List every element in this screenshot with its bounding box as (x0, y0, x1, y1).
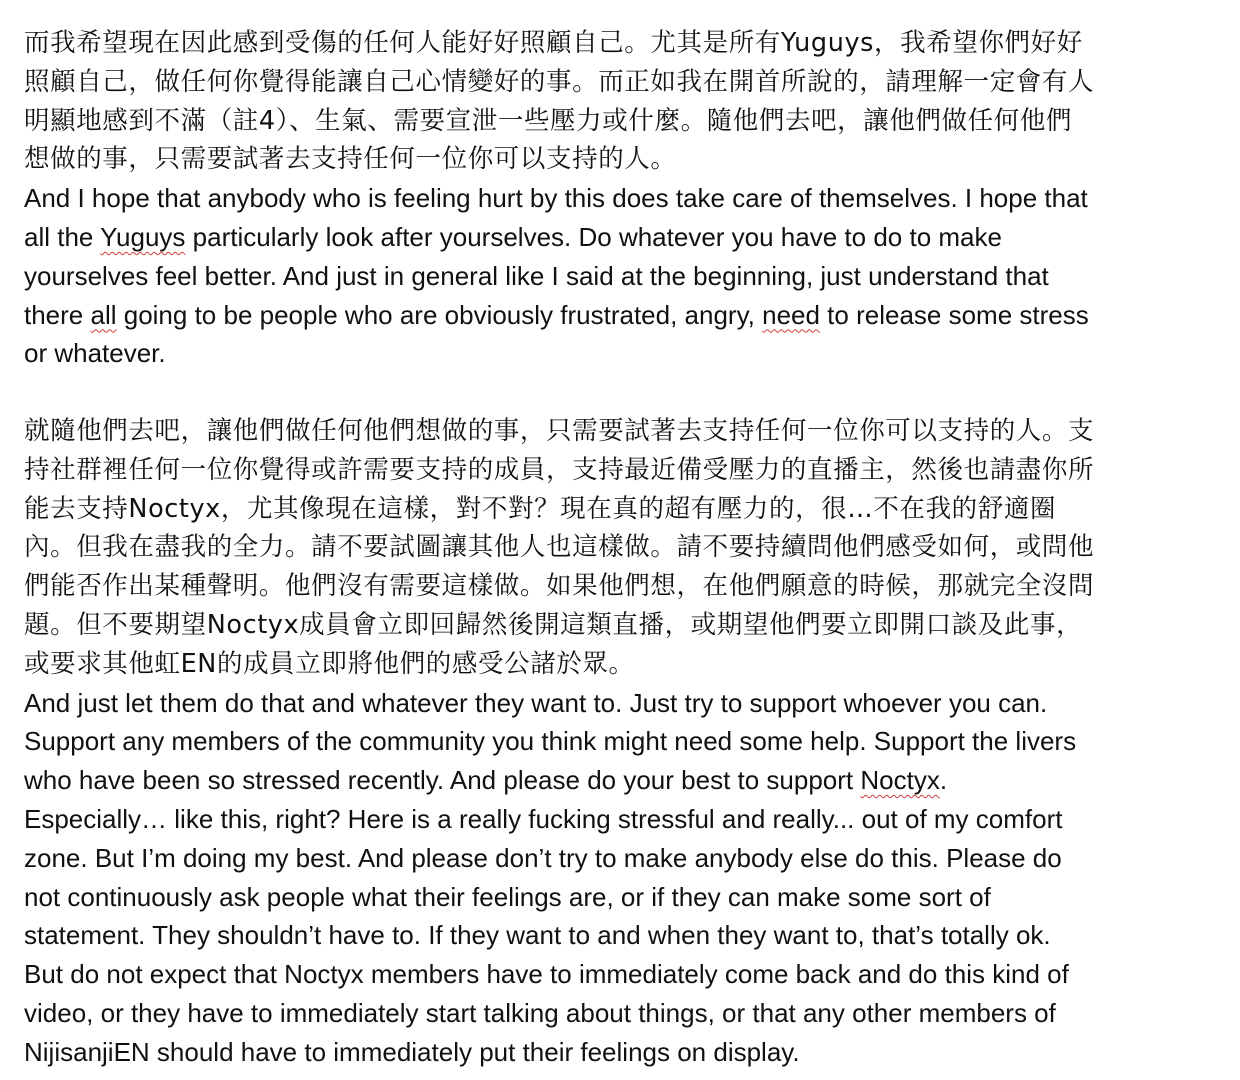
text-line: 們能否作出某種聲明。他們沒有需要這樣做。如果他們想，在他們願意的時候，那就完全沒問 (24, 571, 1095, 602)
text-line: Especially… like this, right? Here is a really fucking stressful and really... out of my comfort (24, 803, 1063, 834)
text-line (24, 218, 1230, 257)
misspelled-word[interactable]: Noctyx (860, 765, 940, 796)
text-segment: all the (24, 221, 101, 252)
text-line: statement. They shouldn’t have to. If they want to and when they want to, that’s totally ok. (24, 920, 1051, 951)
text-line: not continuously ask people what their feelings are, or if they can make some sort of (24, 881, 991, 912)
text-line: 題。但不要期望Noctyx成員會立即回歸然後開這類直播，或期望他們要立即開口談及此事， (24, 609, 1083, 640)
text-line: video, or they have to immediately start talking about things, or that any other members of (24, 997, 1056, 1028)
text-line: 而我希望現在因此感到受傷的任何人能好好照顧自己。尤其是所有Yuguys，我希望你們好好 (24, 28, 1083, 58)
text-line: 就隨他們去吧，讓他們做任何他們想做的事，只需要試著去支持任何一位你可以支持的人。支 (24, 415, 1095, 446)
document-body[interactable] (24, 24, 1230, 1072)
paragraph-en-2 (24, 684, 1230, 1072)
text-line: Support any members of the community you think might need some help. Support the livers (24, 726, 1077, 757)
text-line (24, 761, 1230, 800)
misspelled-word[interactable]: need (762, 299, 820, 330)
text-line: 照顧自己，做任何你覺得能讓自己心情變好的事。而正如我在開首所說的，請理解一定會有人 (24, 66, 1095, 97)
text-line: But do not expect that Noctyx members have to immediately come back and do this kind of (24, 959, 1069, 990)
text-segment: . (939, 765, 948, 796)
text-segment: particularly look after yourselves. Do whatever you have to do to make (185, 221, 1002, 252)
misspelled-word[interactable]: all (90, 299, 117, 330)
text-line: And I hope that anybody who is feeling hurt by this does take care of themselves. I hope that (24, 183, 1088, 214)
paragraph-zh-1 (24, 24, 1230, 179)
text-line: zone. But I’m doing my best. And please don’t try to make anybody else do this. Please do (24, 842, 1062, 873)
text-line: 或要求其他虹EN的成員立即將他們的感受公諸於眾。 (24, 648, 635, 679)
text-line: 明顯地感到不滿（註4）、生氣、需要宣泄一些壓力或什麼。隨他們去吧，讓他們做任何他們 (24, 105, 1073, 136)
text-line: NijisanjiEN should have to immediately put their feelings on display. (24, 1036, 800, 1067)
text-line (24, 296, 1230, 335)
text-line: or whatever. (24, 338, 166, 369)
paragraph-en-1 (24, 179, 1230, 373)
text-segment: to release some stress (819, 299, 1089, 330)
text-line: 持社群裡任何一位你覺得或許需要支持的成員，支持最近備受壓力的直播主，然後也請盡你所 (24, 454, 1095, 485)
empty-line (24, 373, 1230, 412)
text-line: yourselves feel better. And just in general like I said at the beginning, just understand that (24, 260, 1049, 291)
text-line: 內。但我在盡我的全力。請不要試圖讓其他人也這樣做。請不要持續問他們感受如何，或問他 (24, 532, 1095, 563)
text-line: 想做的事，只需要試著去支持任何一位你可以支持的人。 (24, 144, 677, 175)
text-line: 能去支持Noctyx，尤其像現在這樣，對不對？現在真的超有壓力的，很…不在我的舒適圈 (24, 493, 1057, 524)
text-segment: going to be people who are obviously frustrated, angry, (116, 299, 763, 330)
misspelled-word[interactable]: Yuguys (100, 221, 186, 252)
text-segment: there (24, 299, 91, 330)
paragraph-zh-2 (24, 412, 1230, 684)
text-line: And just let them do that and whatever they want to. Just try to support whoever you can. (24, 687, 1048, 718)
text-segment: who have been so stressed recently. And please do your best to support (24, 765, 861, 796)
